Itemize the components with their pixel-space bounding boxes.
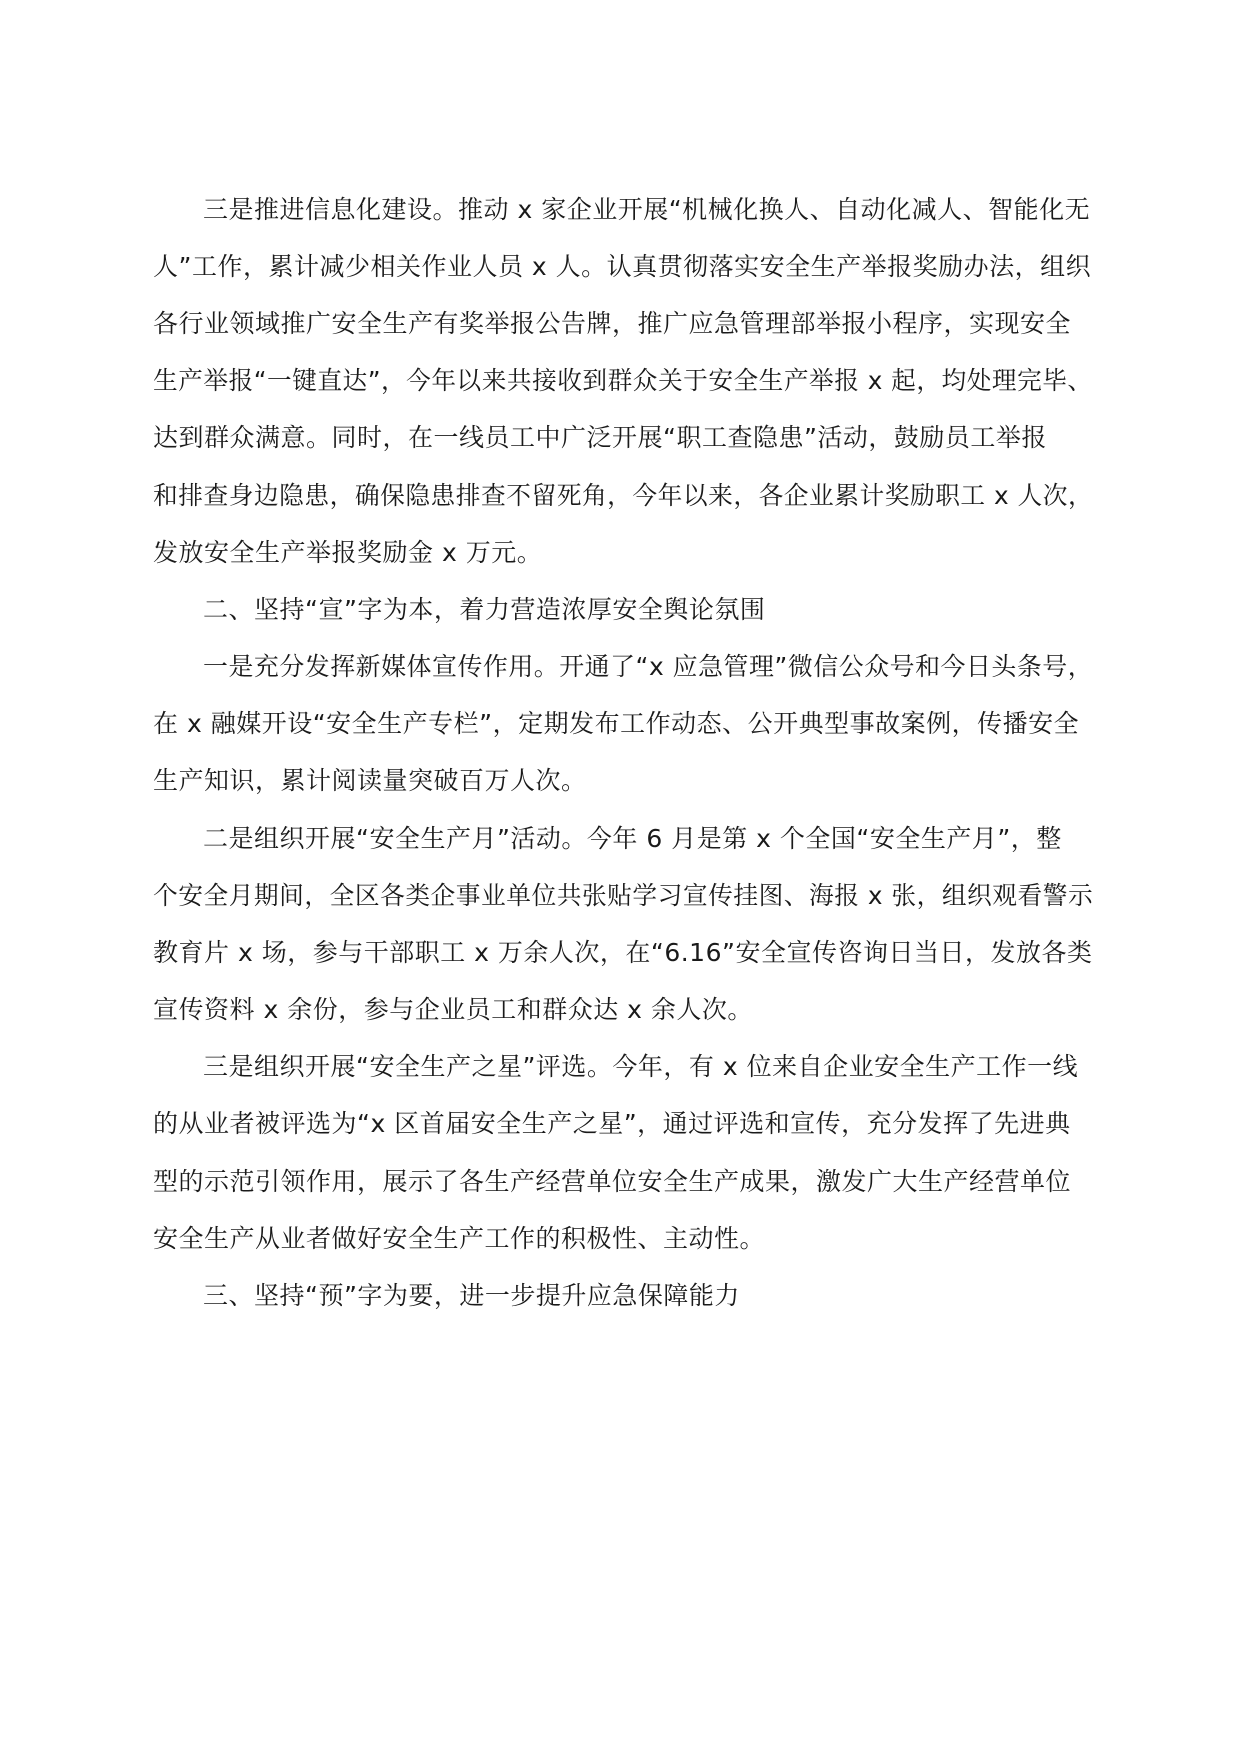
paragraph-line: 安全生产从业者做好安全生产工作的积极性、主动性。 (153, 1224, 766, 1253)
paragraph-line: 教育片 x 场，参与干部职工 x 万余人次，在“6.16”安全宣传咨询日当日，发放各类 (153, 938, 1093, 967)
section-heading: 三、坚持“预”字为要，进一步提升应急保障能力 (203, 1281, 740, 1310)
paragraph-line: 个安全月期间，全区各类企事业单位共张贴学习宣传挂图、海报 x 张，组织观看警示 (153, 881, 1094, 910)
paragraph-line: 三是组织开展“安全生产之星”评选。今年，有 x 位来自企业安全生产工作一线 (203, 1052, 1079, 1081)
paragraph-line: 各行业领域推广安全生产有奖举报公告牌，推广应急管理部举报小程序，实现安全 (153, 309, 1072, 338)
paragraph-line: 人”工作，累计减少相关作业人员 x 人。认真贯彻落实安全生产举报奖励办法，组织 (153, 252, 1092, 281)
paragraph-line: 三是推进信息化建设。推动 x 家企业开展“机械化换人、自动化减人、智能化无 (203, 195, 1091, 224)
paragraph-line: 型的示范引领作用，展示了各生产经营单位安全生产成果，激发广大生产经营单位 (153, 1167, 1072, 1196)
paragraph-line: 发放安全生产举报奖励金 x 万元。 (153, 538, 543, 567)
paragraph-line: 一是充分发挥新媒体宣传作用。开通了“x 应急管理”微信公众号和今日头条号， (203, 652, 1094, 681)
paragraph-line: 生产举报“一键直达”，今年以来共接收到群众关于安全生产举报 x 起，均处理完毕、 (153, 366, 1093, 395)
paragraph-line: 和排查身边隐患，确保隐患排查不留死角，今年以来，各企业累计奖励职工 x 人次， (153, 481, 1094, 510)
section-heading: 二、坚持“宣”字为本，着力营造浓厚安全舆论氛围 (203, 595, 766, 624)
paragraph-line: 的从业者被评选为“x 区首届安全生产之星”，通过评选和宣传，充分发挥了先进典 (153, 1109, 1071, 1138)
paragraph-line: 二是组织开展“安全生产月”活动。今年 6 月是第 x 个全国“安全生产月”，整 (203, 824, 1062, 853)
paragraph-line: 达到群众满意。同时，在一线员工中广泛开展“职工查隐患”活动，鼓励员工举报 (153, 423, 1047, 452)
paragraph-line: 在 x 融媒开设“安全生产专栏”，定期发布工作动态、公开典型事故案例，传播安全 (153, 709, 1080, 738)
paragraph-line: 宣传资料 x 余份，参与企业员工和群众达 x 余人次。 (153, 995, 753, 1024)
paragraph-line: 生产知识，累计阅读量突破百万人次。 (153, 766, 587, 795)
